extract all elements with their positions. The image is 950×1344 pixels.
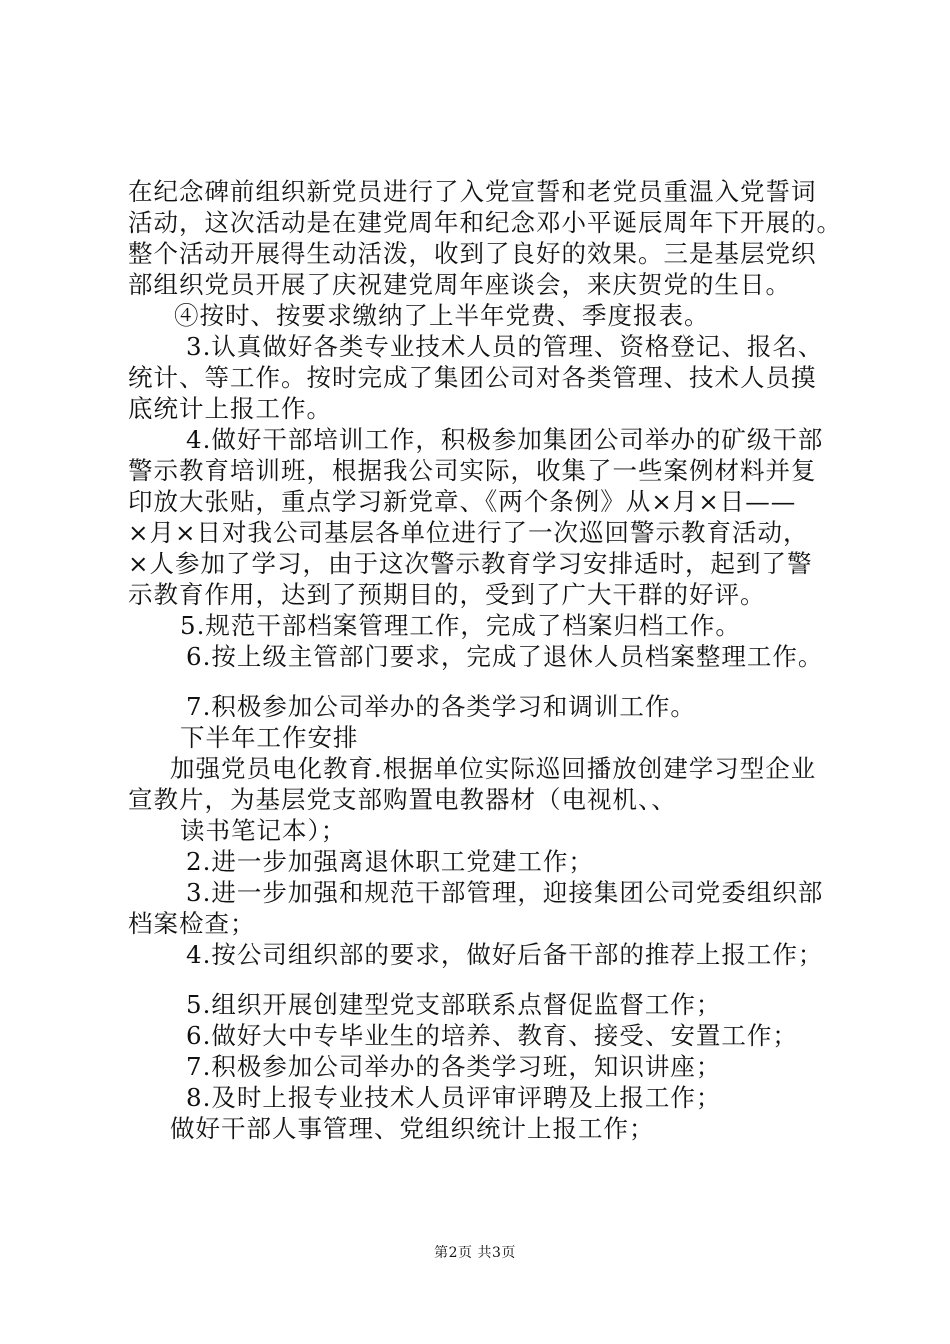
text-line: 7.积极参加公司举办的各类学习班，知识讲座； <box>186 1052 722 1081</box>
text-line: 6.按上级主管部门要求，完成了退休人员档案整理工作。 <box>186 642 824 671</box>
text-line: 做好干部人事管理、党组织统计上报工作； <box>170 1114 655 1143</box>
text-line: 活动，这次活动是在建党周年和纪念邓小平诞辰周年下开展的。 <box>128 208 842 237</box>
text-line: 4.按公司组织部的要求，做好后备干部的推荐上报工作； <box>186 940 824 969</box>
text-line: 3.进一步加强和规范干部管理，迎接集团公司党委组织部 <box>186 878 824 907</box>
paragraph-gap <box>128 970 848 989</box>
text-line: 示教育作用，达到了预期目的，受到了广大干群的好评。 <box>128 580 766 609</box>
text-line: 4.做好干部培训工作，积极参加集团公司举办的矿级干部 <box>186 425 824 454</box>
text-line: ④按时、按要求缴纳了上半年党费、季度报表。 <box>174 301 710 330</box>
paragraph-gap <box>128 672 848 691</box>
text-line: 8.及时上报专业技术人员评审评聘及上报工作； <box>186 1083 722 1112</box>
text-line: 宣教片，为基层党支部购置电教器材（电视机、、 <box>128 785 677 814</box>
text-line: 5.规范干部档案管理工作，完成了档案归档工作。 <box>180 611 741 640</box>
text-line: 统计、等工作。按时完成了集团公司对各类管理、技术人员摸 <box>128 363 817 392</box>
text-line: 警示教育培训班，根据我公司实际，收集了一些案例材料并复 <box>128 456 817 485</box>
text-line: ×月×日对我公司基层各单位进行了一次巡回警示教育活动， <box>128 518 809 547</box>
text-line: 底统计上报工作。 <box>128 394 332 423</box>
text-line: 7.积极参加公司举办的各类学习和调训工作。 <box>186 692 696 721</box>
section-heading: 下半年工作安排 <box>180 723 359 752</box>
text-line: 档案检查； <box>128 909 256 938</box>
text-line: 印放大张贴，重点学习新党章、《两个条例》从×月×日—— <box>128 487 797 516</box>
text-line: 加强党员电化教育.根据单位实际巡回播放创建学习型企业 <box>170 754 817 783</box>
page-number: 第2页 共3页 <box>434 1245 516 1261</box>
text-line: 5.组织开展创建型党支部联系点督促监督工作； <box>186 990 722 1019</box>
text-line: 在纪念碑前组织新党员进行了入党宣誓和老党员重温入党誓词 <box>128 177 817 206</box>
text-line: 部组织党员开展了庆祝建党周年座谈会，来庆贺党的生日。 <box>128 270 791 299</box>
text-line: ×人参加了学习，由于这次警示教育学习安排适时，起到了警 <box>128 549 813 578</box>
text-line: 6.做好大中专毕业生的培养、教育、接受、安置工作； <box>186 1021 798 1050</box>
document-body <box>128 176 848 1144</box>
text-line: 2.进一步加强离退休职工党建工作； <box>186 847 594 876</box>
text-line: 整个活动开展得生动活泼，收到了良好的效果。三是基层党织 <box>128 239 817 268</box>
text-line: 读书笔记本）； <box>180 816 347 845</box>
text-line: 3.认真做好各类专业技术人员的管理、资格登记、报名、 <box>186 332 824 361</box>
